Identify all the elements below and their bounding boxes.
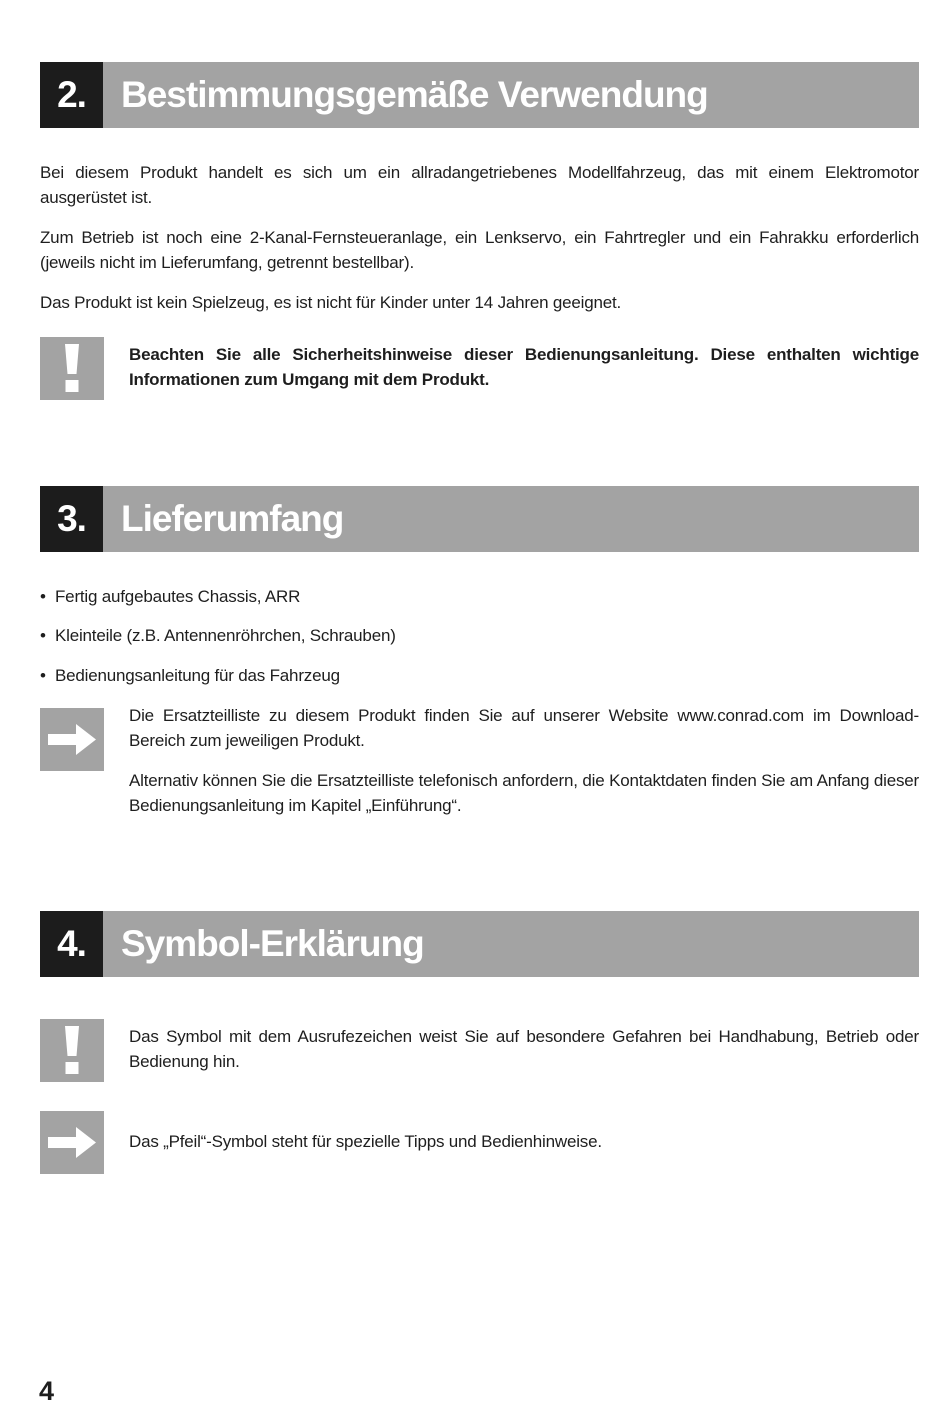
section-2-warning: Beachten Sie alle Sicherheitshinweise dieser Bedienungsanleitung. Diese enthalten wichtige Informationen zum Umgang mit dem Produkt.: [129, 345, 919, 389]
list-item-text: Kleinteile (z.B. Antennenröhrchen, Schrauben): [55, 626, 396, 645]
section-4-number: 4.: [40, 911, 103, 977]
bullet-dot: •: [40, 587, 46, 606]
list-item: [40, 663, 340, 688]
exclamation-icon: [40, 337, 104, 400]
section-2-number: 2.: [40, 62, 103, 128]
list-item: [40, 623, 396, 648]
arrow-right-icon: [40, 708, 104, 771]
list-item: [40, 584, 300, 609]
section-3-tip-2: Alternativ können Sie die Ersatzteilliste telefonisch anfordern, die Kontaktdaten finden Sie am Anfang dieser Bedienungsanleitung im Kapitel „Einführung“.: [129, 771, 919, 815]
section-2-paragraph-1: Bei diesem Produkt handelt es sich um ein allradangetriebenes Modellfahrzeug, das mit einem Elektromotor ausgerüstet ist.: [40, 163, 919, 207]
arrow-right-icon: [40, 1111, 104, 1174]
list-item-text: Fertig aufgebautes Chassis, ARR: [55, 587, 301, 606]
exclamation-icon: [40, 1019, 104, 1082]
section-4-arrow-text: Das „Pfeil“-Symbol steht für spezielle Tipps und Bedienhinweise.: [129, 1132, 602, 1151]
section-3-tip-1: Die Ersatzteilliste zu diesem Produkt finden Sie auf unserer Website www.conrad.com im Download-Bereich zum jeweiligen Produkt.: [129, 706, 919, 750]
section-3-title: Lieferumfang: [103, 486, 919, 552]
section-2-header: [40, 62, 919, 128]
section-2-paragraph-2: Zum Betrieb ist noch eine 2-Kanal-Fernsteueranlage, ein Lenkservo, ein Fahrtregler und ein Fahrakku erforderlich (jeweils nicht im Lieferumfang, getrennt bestellbar).: [40, 228, 919, 272]
bullet-dot: •: [40, 666, 46, 685]
page-number: 4: [39, 1376, 55, 1406]
section-2-paragraph-3: Das Produkt ist kein Spielzeug, es ist nicht für Kinder unter 14 Jahren geeignet.: [40, 293, 622, 312]
section-4-header: [40, 911, 919, 977]
section-3-header: [40, 486, 919, 552]
section-2-title: Bestimmungsgemäße Verwendung: [103, 62, 919, 128]
section-4-title: Symbol-Erklärung: [103, 911, 919, 977]
list-item-text: Bedienungsanleitung für das Fahrzeug: [55, 666, 340, 685]
section-3-number: 3.: [40, 486, 103, 552]
bullet-dot: •: [40, 626, 46, 645]
section-4-exclamation-text: Das Symbol mit dem Ausrufezeichen weist Sie auf besondere Gefahren bei Handhabung, Betrieb oder Bedienung hin.: [129, 1027, 919, 1071]
